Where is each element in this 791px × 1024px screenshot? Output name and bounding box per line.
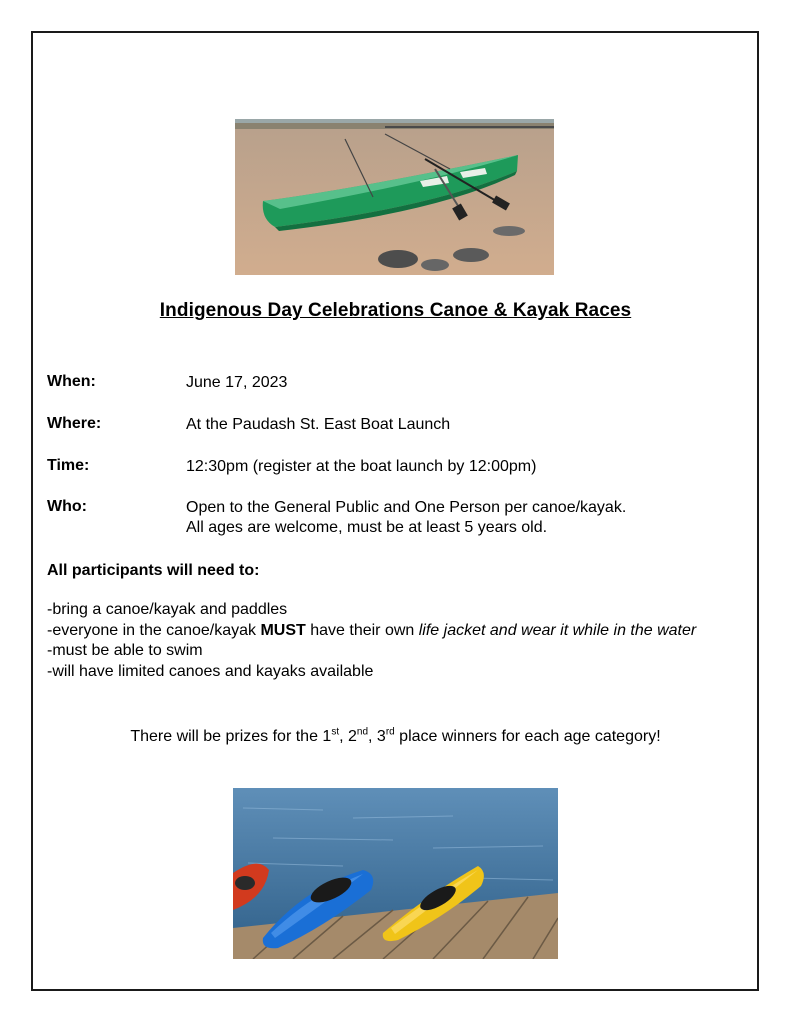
page-title: Indigenous Day Celebrations Canoe & Kayak Races xyxy=(159,300,632,321)
kayaks-photo xyxy=(233,788,558,959)
requirements-heading: All participants will need to: xyxy=(47,562,260,579)
list-item: -will have limited canoes and kayaks available xyxy=(47,662,374,680)
who-line-1: Open to the General Public and One Person per canoe/kayak. xyxy=(186,499,627,516)
requirements-list xyxy=(47,600,747,682)
prizes-text: There will be prizes for the 1st, 2nd, 3rd place winners for each age category! xyxy=(130,726,661,745)
list-item: -bring a canoe/kayak and paddles xyxy=(47,601,288,618)
list-item: -everyone in the canoe/kayak MUST have their own life jacket and wear it while in the water xyxy=(47,621,697,639)
where-value: At the Paudash St. East Boat Launch xyxy=(186,416,451,433)
where-label: Where: xyxy=(47,415,102,432)
when-label: When: xyxy=(47,373,96,390)
canoe-photo xyxy=(235,119,554,275)
list-item: -must be able to swim xyxy=(47,642,203,659)
who-line-2: All ages are welcome, must be at least 5 years old. xyxy=(186,519,548,536)
time-label: Time: xyxy=(47,457,90,474)
who-label: Who: xyxy=(47,498,87,515)
when-value: June 17, 2023 xyxy=(186,374,288,391)
who-value xyxy=(186,498,626,538)
time-value: 12:30pm (register at the boat launch by 12:00pm) xyxy=(186,458,537,475)
